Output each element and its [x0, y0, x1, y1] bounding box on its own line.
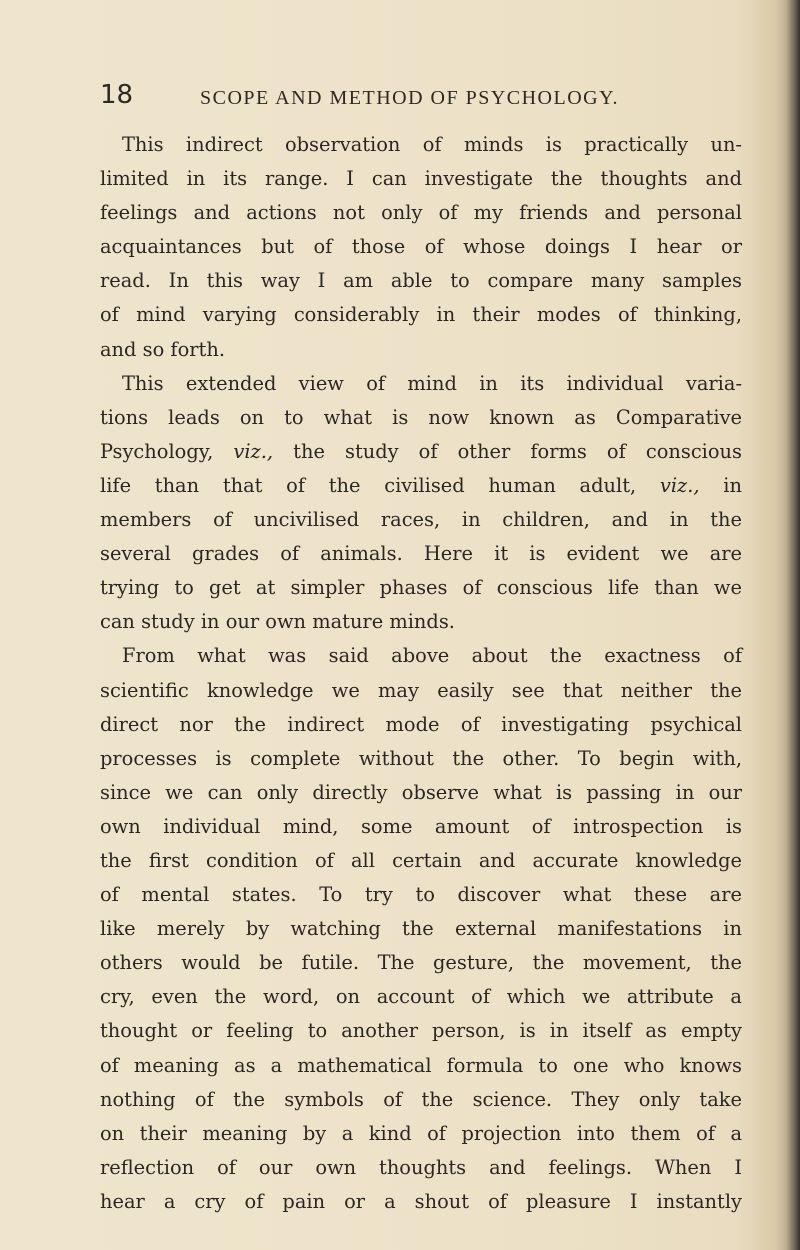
text-line: From what was said above about the exactness of — [122, 644, 742, 668]
text-line: can study in our own mature minds. — [100, 610, 455, 634]
text-line: Psychology, viz., the study of other forms of conscious — [100, 439, 742, 463]
page-edge-shadow — [786, 0, 800, 1250]
body-text — [100, 128, 742, 1219]
running-title: SCOPE AND METHOD OF PSYCHOLOGY. — [200, 87, 619, 109]
text-line: feelings and actions not only of my friends and personal — [100, 201, 742, 225]
text-line: reflection of our own thoughts and feelings. When I — [100, 1155, 742, 1179]
text-line: members of uncivilised races, in children, and in the — [100, 508, 742, 532]
text-line: hear a cry of pain or a shout of pleasure I instantly — [100, 1189, 742, 1213]
text-line: the first condition of all certain and accurate knowledge — [100, 848, 742, 872]
text-line: acquaintances but of those of whose doings I hear or — [100, 235, 742, 259]
text-line: direct nor the indirect mode of investigating psychical — [100, 712, 742, 736]
text-line: of mind varying considerably in their modes of thinking, — [100, 303, 742, 327]
text-line: of mental states. To try to discover what these are — [100, 883, 742, 907]
text-line: own individual mind, some amount of introspection is — [100, 814, 742, 838]
text-line: since we can only directly observe what is passing in our — [100, 780, 742, 804]
text-line: life than that of the civilised human adult, viz., in — [100, 473, 742, 497]
text-line: several grades of animals. Here it is evident we are — [100, 542, 742, 566]
page-number: 18 — [100, 80, 134, 110]
text-line: cry, even the word, on account of which we attribute a — [100, 985, 742, 1009]
text-line: like merely by watching the external manifestations in — [100, 917, 742, 941]
text-line: nothing of the symbols of the science. They only take — [100, 1087, 742, 1111]
text-line: of meaning as a mathematical formula to one who knows — [100, 1053, 742, 1077]
text-line: limited in its range. I can investigate the thoughts and — [100, 167, 742, 191]
text-line: processes is complete without the other. To begin with, — [100, 746, 742, 770]
page-header — [100, 80, 720, 116]
text-line: This indirect observation of minds is practically un- — [122, 133, 742, 156]
text-line: read. In this way I am able to compare many samples — [100, 269, 742, 293]
text-line: others would be futile. The gesture, the movement, the — [100, 951, 742, 975]
text-line: trying to get at simpler phases of conscious life than we — [100, 576, 742, 600]
text-line: and so forth. — [100, 337, 225, 361]
text-line: This extended view of mind in its individual varia- — [122, 371, 742, 395]
text-line: scientific knowledge we may easily see that neither the — [100, 678, 742, 702]
text-line: thought or feeling to another person, is in itself as empty — [100, 1019, 742, 1043]
text-line: tions leads on to what is now known as Comparative — [100, 405, 742, 429]
text-line: on their meaning by a kind of projection into them of a — [100, 1121, 742, 1145]
